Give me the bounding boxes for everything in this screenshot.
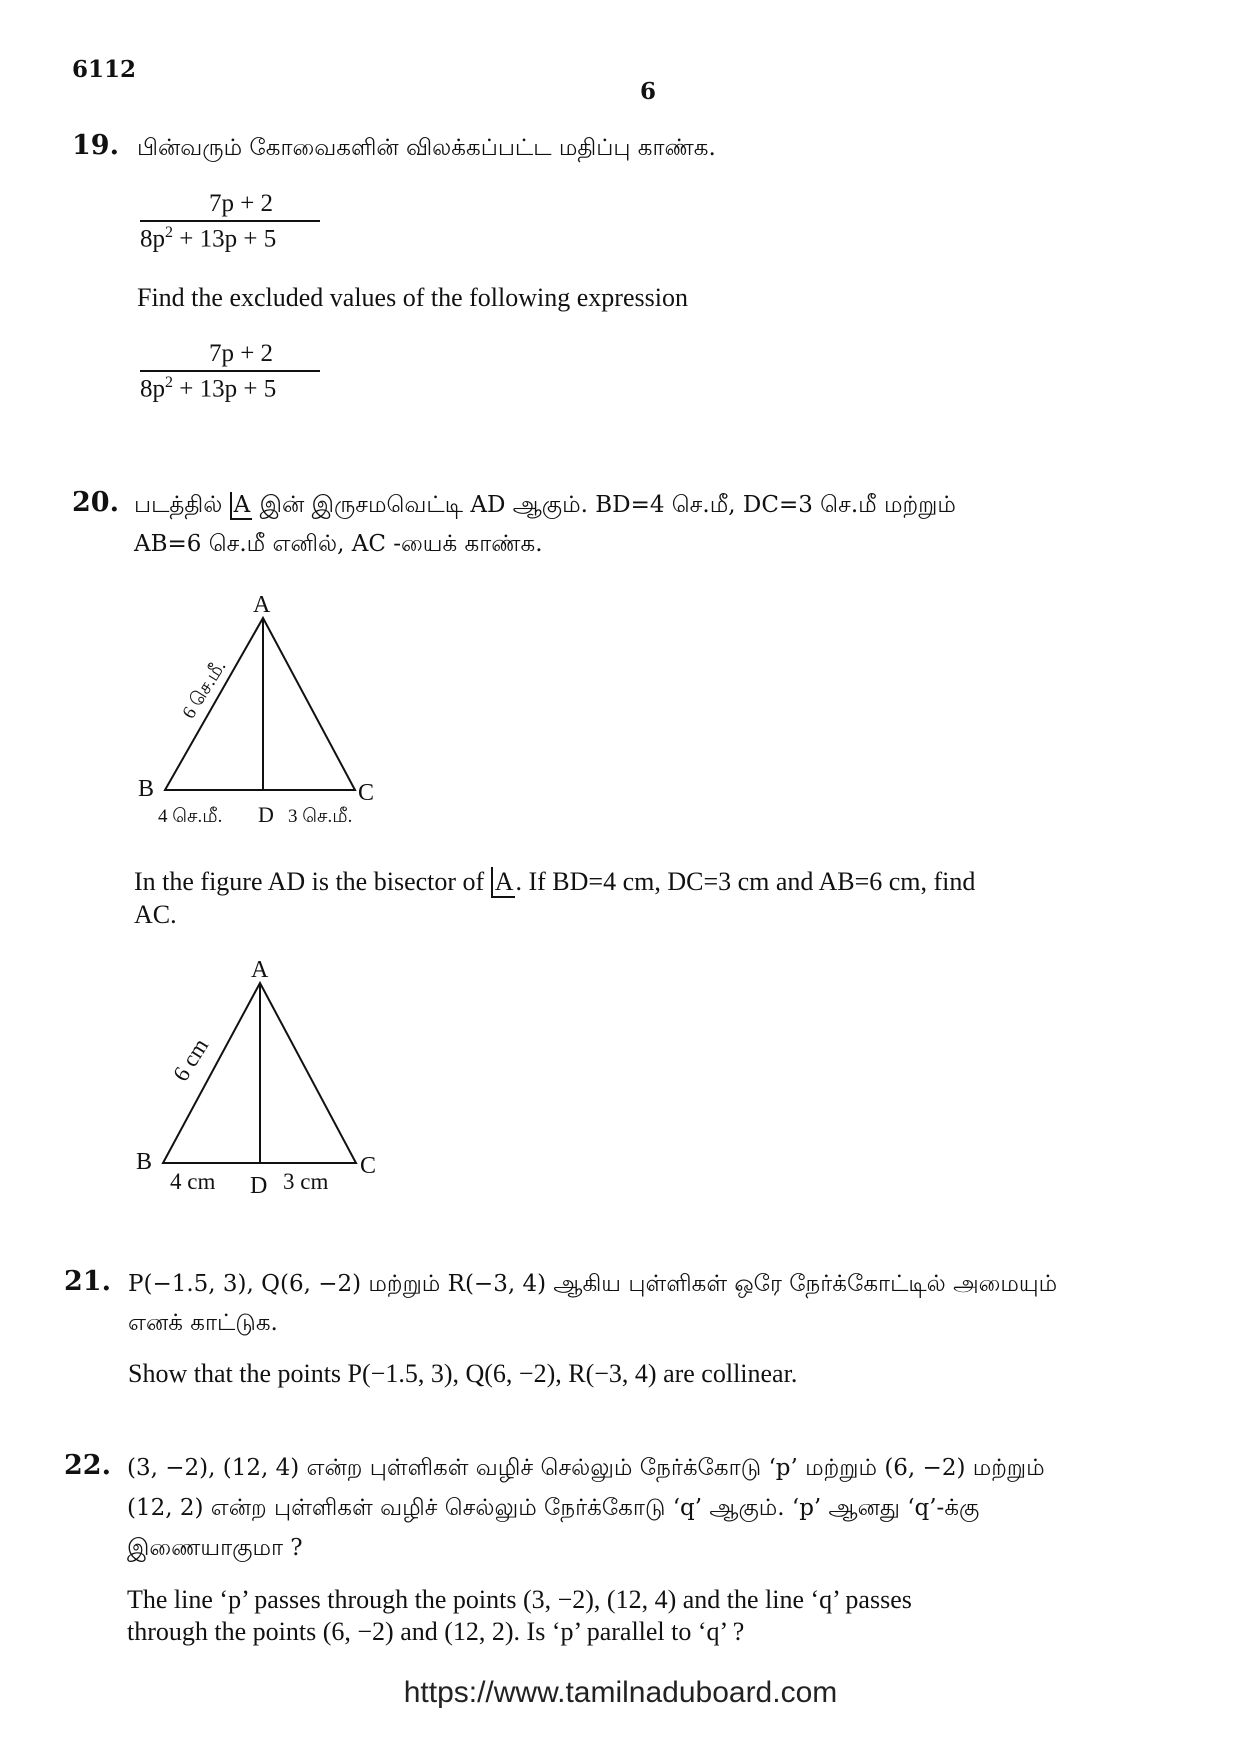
dc-length-label: 3 cm [283, 1169, 329, 1194]
question-21-english: Show that the points P(−1.5, 3), Q(6, −2), R(−3, 4) are collinear. [128, 1359, 798, 1388]
dc-length-label: 3 செ.மீ. [288, 806, 353, 827]
question-22-tamil-line3: இணையாகுமா ? [127, 1535, 303, 1561]
question-22-tamil-line2: (12, 2) என்ற புள்ளிகள் வழிச் செல்லும் நேர்க்கோடு ‘q’ ஆகும். ‘p’ ஆனது ‘q’-க்கு [127, 1495, 980, 1521]
question-19-fraction-english [140, 340, 320, 403]
question-22-tamil-line1: (3, −2), (12, 4) என்ற புள்ளிகள் வழிச் செல்லும் நேர்க்கோடு ‘p’ மற்றும் (6, −2) மற்றும் [127, 1455, 1045, 1481]
fraction-numerator: 7p + 2 [208, 340, 274, 367]
vertex-c-label: C [358, 780, 375, 806]
question-21-tamil-line2: எனக் காட்டுக. [128, 1310, 278, 1336]
question-19-tamil: பின்வரும் கோவைகளின் விலக்கப்பட்ட மதிப்பு காண்க. [137, 135, 716, 161]
ab-length-label: 6 cm [168, 1033, 214, 1086]
angle-symbol: A [230, 492, 253, 520]
question-22-number: 22. [64, 1450, 111, 1481]
vertex-a-label: A [253, 592, 271, 618]
question-19-fraction-tamil [140, 190, 320, 253]
fraction-bar [140, 370, 320, 372]
bd-length-label: 4 cm [170, 1169, 216, 1194]
triangle-figure-english [130, 955, 410, 1205]
point-d-label: D [250, 1173, 268, 1199]
point-d-label: D [258, 802, 274, 827]
question-21-number: 21. [64, 1266, 111, 1297]
paper-code: 6112 [72, 56, 137, 83]
question-22-english-line1: The line ‘p’ passes through the points (3, −2), (12, 4) and the line ‘q’ passes [127, 1585, 912, 1614]
fraction-numerator: 7p + 2 [208, 190, 274, 217]
question-19-number: 19. [72, 130, 119, 161]
question-20-english-line2: AC. [134, 900, 177, 929]
question-22-english-line2: through the points (6, −2) and (12, 2). Is ‘p’ parallel to ‘q’ ? [127, 1617, 745, 1646]
question-21-tamil-line1: P(−1.5, 3), Q(6, −2) மற்றும் R(−3, 4) ஆகிய புள்ளிகள் ஒரே நேர்க்கோட்டில் அமையும் [128, 1271, 1058, 1297]
vertex-c-label: C [360, 1153, 377, 1179]
question-20-tamil-line1: படத்தில் A இன் இருசமவெட்டி AD ஆகும். BD=4 செ.மீ, DC=3 செ.மீ மற்றும் [134, 492, 956, 518]
vertex-b-label: B [138, 776, 155, 802]
vertex-a-label: A [251, 957, 269, 983]
bd-length-label: 4 செ.மீ. [158, 806, 223, 827]
vertex-b-label: B [136, 1149, 153, 1175]
footer-url: https://www.tamilnaduboard.com [403, 1676, 838, 1709]
question-20-english-line1: In the figure AD is the bisector of A. If BD=4 cm, DC=3 cm and AB=6 cm, find [134, 867, 976, 896]
fraction-bar [140, 220, 320, 222]
question-20-tamil-line2: AB=6 செ.மீ எனில், AC -யைக் காண்க. [134, 531, 543, 557]
triangle-figure-tamil [130, 590, 410, 840]
ab-length-label: 6 செ.மீ. [178, 656, 231, 723]
page-number: 6 [640, 78, 657, 105]
angle-symbol: A [491, 867, 516, 898]
fraction-denominator: $8p^2 + 13p + 5$ [140, 374, 277, 403]
question-20-number: 20. [72, 487, 119, 518]
fraction-denominator: $8p^2 + 13p + 5$ [140, 224, 277, 253]
question-19-english: Find the excluded values of the following expression [137, 283, 688, 312]
